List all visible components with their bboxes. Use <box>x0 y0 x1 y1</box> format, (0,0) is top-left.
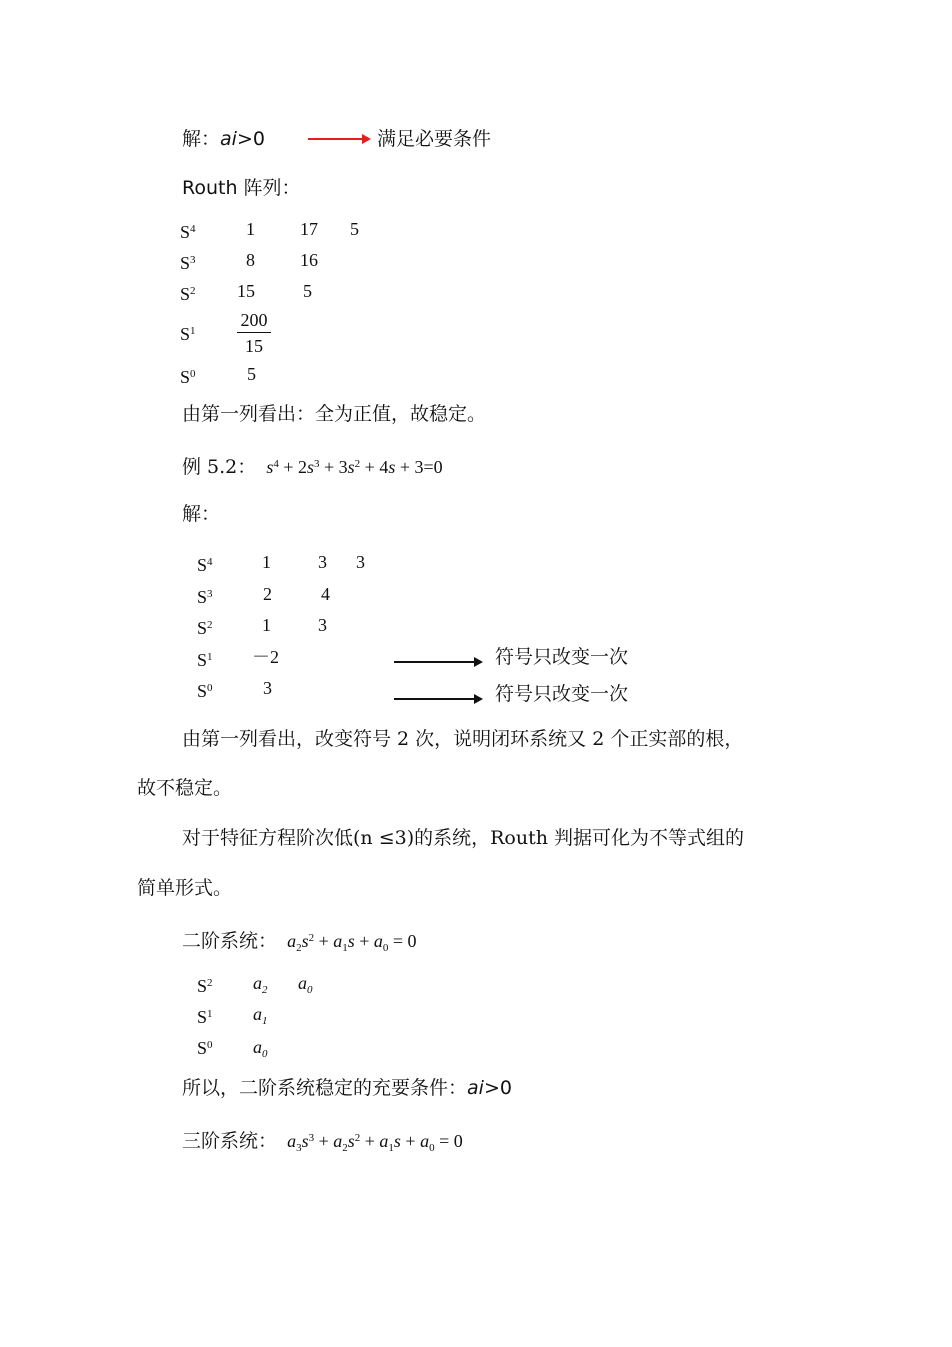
row-label: $S^0$ <box>197 681 213 701</box>
second-order-label: 二阶系统： <box>182 930 278 952</box>
row-label: $S^1$ <box>197 650 213 670</box>
fraction-bar <box>237 332 271 333</box>
paragraph-low-order-line-1: 对于特征方程阶次低(n ≤3)的系统，Routh 判据可化为不等式组的 <box>182 827 745 849</box>
table-cell: 3 <box>263 678 272 698</box>
condition-text: 所以，二阶系统稳定的充要条件： <box>182 1077 468 1099</box>
row-label: $S^4$ <box>180 222 196 242</box>
necessary-condition-text: 满足必要条件 <box>377 128 492 150</box>
row-label: $S^1$ <box>197 1007 213 1027</box>
condition-variable: ai <box>467 1077 484 1099</box>
table-cell: $a_0$ <box>298 973 313 996</box>
table-cell: 17 <box>300 219 318 239</box>
table-cell: $a_0$ <box>253 1037 268 1060</box>
row-label: $S^4$ <box>197 555 213 575</box>
conclusion-stable: 由第一列看出：全为正值，故稳定。 <box>182 403 487 425</box>
example-equation: $s^4 + 2s^3 + 3s^2 + 4s + 3=0$ <box>266 457 443 477</box>
table-cell: 3 <box>318 552 327 572</box>
row-label: $S^2$ <box>197 976 213 996</box>
second-order-condition <box>182 1076 512 1100</box>
table-cell: 15 <box>237 281 255 301</box>
table-cell: 5 <box>350 219 359 239</box>
condition-value: >0 <box>483 1077 512 1099</box>
table-cell: 8 <box>246 250 255 270</box>
example-label: 例 5.2： <box>182 456 257 478</box>
table-cell: 2 <box>263 584 272 604</box>
routh-array-title: Routh 阵列： <box>182 177 301 199</box>
solution-label: 解： <box>182 503 221 525</box>
conclusion-unstable-line-2: 故不稳定。 <box>137 777 233 799</box>
table-cell: 3 <box>356 552 365 572</box>
table-cell: $a_1$ <box>253 1004 268 1027</box>
third-order-equation: $a_3s^3 + a_2s^2 + a_1s + a_0 = 0$ <box>287 1131 463 1154</box>
sign-change-note: 符号只改变一次 <box>495 683 629 705</box>
row-label: $S^0$ <box>197 1038 213 1058</box>
paragraph-low-order-line-2: 简单形式。 <box>137 877 233 899</box>
row-label: $S^2$ <box>197 618 213 638</box>
table-cell: 1 <box>262 552 271 572</box>
table-cell: 5 <box>303 281 312 301</box>
table-cell: 1 <box>246 219 255 239</box>
table-cell: 5 <box>247 364 256 384</box>
solution-prefix: 解： <box>182 128 221 150</box>
second-order-equation: $a_2s^2 + a_1s + a_0 = 0$ <box>287 931 417 954</box>
third-order-label: 三阶系统： <box>182 1130 278 1152</box>
row-label: $S^3$ <box>180 253 196 273</box>
row-label: $S^2$ <box>180 284 196 304</box>
table-cell: －2 <box>252 647 279 667</box>
table-cell: 16 <box>300 250 318 270</box>
row-label: $S^3$ <box>197 587 213 607</box>
fraction-denominator: 15 <box>245 336 263 356</box>
row-label: $S^0$ <box>180 367 196 387</box>
table-cell: 3 <box>318 615 327 635</box>
row-label: $S^1$ <box>180 324 196 344</box>
fraction <box>237 309 271 357</box>
table-cell: $a_2$ <box>253 973 268 996</box>
sign-change-note: 符号只改变一次 <box>495 646 629 668</box>
table-cell: 1 <box>262 615 271 635</box>
condition-value: >0 <box>236 128 265 150</box>
second-order-heading <box>182 926 417 960</box>
fraction-numerator: 200 <box>240 310 268 330</box>
table-cell: 4 <box>321 584 330 604</box>
conclusion-unstable-line-1: 由第一列看出，改变符号 2 次，说明闭环系统又 2 个正实部的根， <box>182 728 744 750</box>
solution-line-1 <box>182 127 265 151</box>
example-heading <box>182 452 443 479</box>
third-order-heading <box>182 1126 463 1160</box>
condition-variable: ai <box>220 128 237 150</box>
